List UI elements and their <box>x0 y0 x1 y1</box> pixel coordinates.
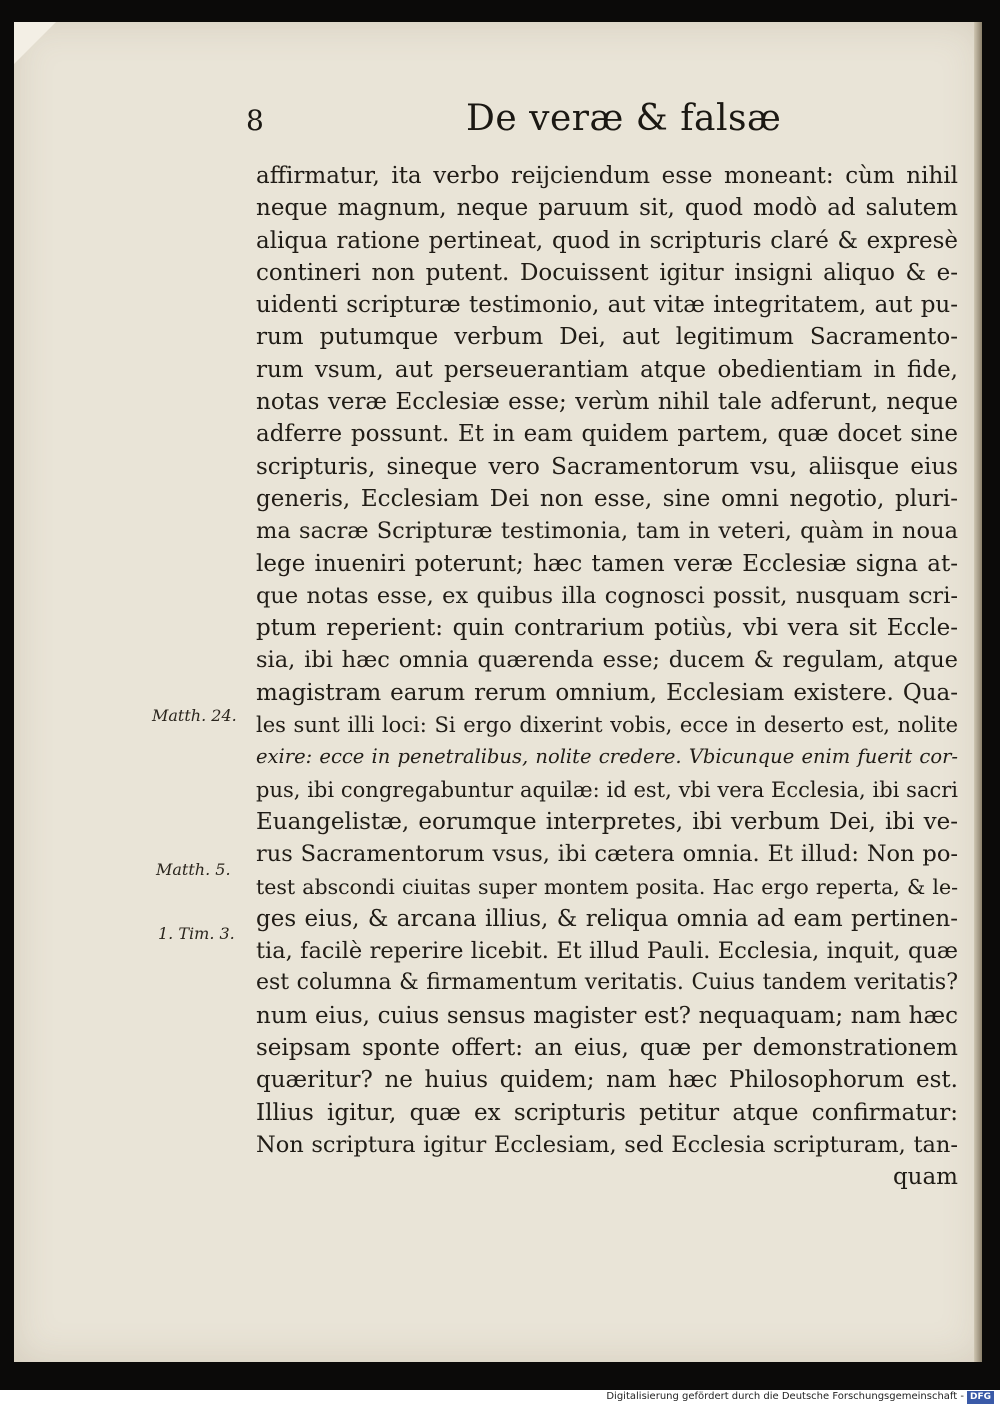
text-line: rus Sacramentorum vsus, ibi cætera omnia. Et illud: Non po- <box>256 841 958 868</box>
text-line: rum putumque verbum Dei, aut legitimum Sacramento- <box>256 324 958 351</box>
text-line: scripturis, sineque vero Sacramentorum vsu, aliisque eius <box>256 453 958 480</box>
digitization-credit: Digitalisierung gefördert durch die Deutsche Forschungsgemeinschaft - <box>606 1391 964 1402</box>
running-title: De veræ & falsæ <box>466 98 782 139</box>
text-line: ptum reperient: quin contrarium potiùs, vbi vera sit Eccle- <box>256 615 958 642</box>
folded-page-corner <box>14 22 56 64</box>
text-line: que notas esse, ex quibus illa cognosci possit, nusquam scri- <box>256 582 958 609</box>
text-line: pus, ibi congregabuntur aquilæ: id est, vbi vera Ecclesia, ibi sacri <box>256 777 958 802</box>
margin-note-matth-5: Matth. 5. <box>156 860 231 879</box>
text-line-quotation: exire: ecce in penetralibus, nolite credere. Vbicunque enim fuerit cor- <box>256 745 958 769</box>
text-line: tia, facilè reperire licebit. Et illud Pauli. Ecclesia, inquit, quæ <box>256 938 958 965</box>
text-line: magistram earum rerum omnium, Ecclesiam existere. Qua- <box>256 679 958 706</box>
catchword: quam <box>892 1164 958 1191</box>
text-line: num eius, cuius sensus magister est? nequaquam; nam hæc <box>256 1002 958 1029</box>
text-line: Illius igitur, quæ ex scripturis petitur atque confirmatur: <box>256 1099 958 1126</box>
dfg-logo-icon: DFG <box>967 1391 994 1404</box>
text-line: uidenti scripturæ testimonio, aut vitæ integritatem, aut pu- <box>256 292 958 319</box>
margin-note-1-tim-3: 1. Tim. 3. <box>158 924 235 943</box>
text-line: Euangelistæ, eorumque interpretes, ibi verbum Dei, ibi ve- <box>256 808 958 835</box>
text-line: notas veræ Ecclesiæ esse; verùm nihil tale adferunt, neque <box>256 389 958 416</box>
text-line: generis, Ecclesiam Dei non esse, sine omni negotio, pluri- <box>256 485 958 512</box>
text-line: test abscondi ciuitas super montem posita. Hac ergo reperta, & le- <box>256 874 958 899</box>
page-edge <box>974 22 982 1362</box>
text-line: affirmatur, ita verbo reijciendum esse moneant: cùm nihil <box>256 163 958 189</box>
text-line: lege inueniri poterunt; hæc tamen veræ Ecclesiæ signa at- <box>256 550 958 577</box>
text-line: adferre possunt. Et in eam quidem partem, quæ docet sine <box>256 421 958 448</box>
page-header <box>0 98 1000 144</box>
margin-note-matth-24: Matth. 24. <box>152 706 237 725</box>
body-text <box>256 160 958 1194</box>
text-line: rum vsum, aut perseuerantiam atque obedientiam in fide, <box>256 356 958 383</box>
text-line: les sunt illi loci: Si ergo dixerint vobis, ecce in deserto est, nolite <box>256 713 958 738</box>
text-line: est columna & firmamentum veritatis. Cuius tandem veritatis? <box>256 970 958 996</box>
page-number: 8 <box>246 104 264 137</box>
text-line: quæritur? ne huius quidem; nam hæc Philosophorum est. <box>256 1067 958 1094</box>
text-line: neque magnum, neque paruum sit, quod modò ad salutem <box>256 195 958 222</box>
text-line: ma sacræ Scripturæ testimonia, tam in veteri, quàm in noua <box>256 518 958 545</box>
text-line: aliqua ratione pertineat, quod in scripturis claré & expresè <box>256 227 958 254</box>
text-line: sia, ibi hæc omnia quærenda esse; ducem & regulam, atque <box>256 647 958 674</box>
text-line: contineri non putent. Docuissent igitur insigni aliquo & e- <box>256 259 958 286</box>
text-line: ges eius, & arcana illius, & reliqua omnia ad eam pertinen- <box>256 905 958 932</box>
text-line: seipsam sponte offert: an eius, quæ per demonstrationem <box>256 1035 958 1062</box>
text-line: Non scriptura igitur Ecclesiam, sed Ecclesia scripturam, tan- <box>256 1131 958 1158</box>
